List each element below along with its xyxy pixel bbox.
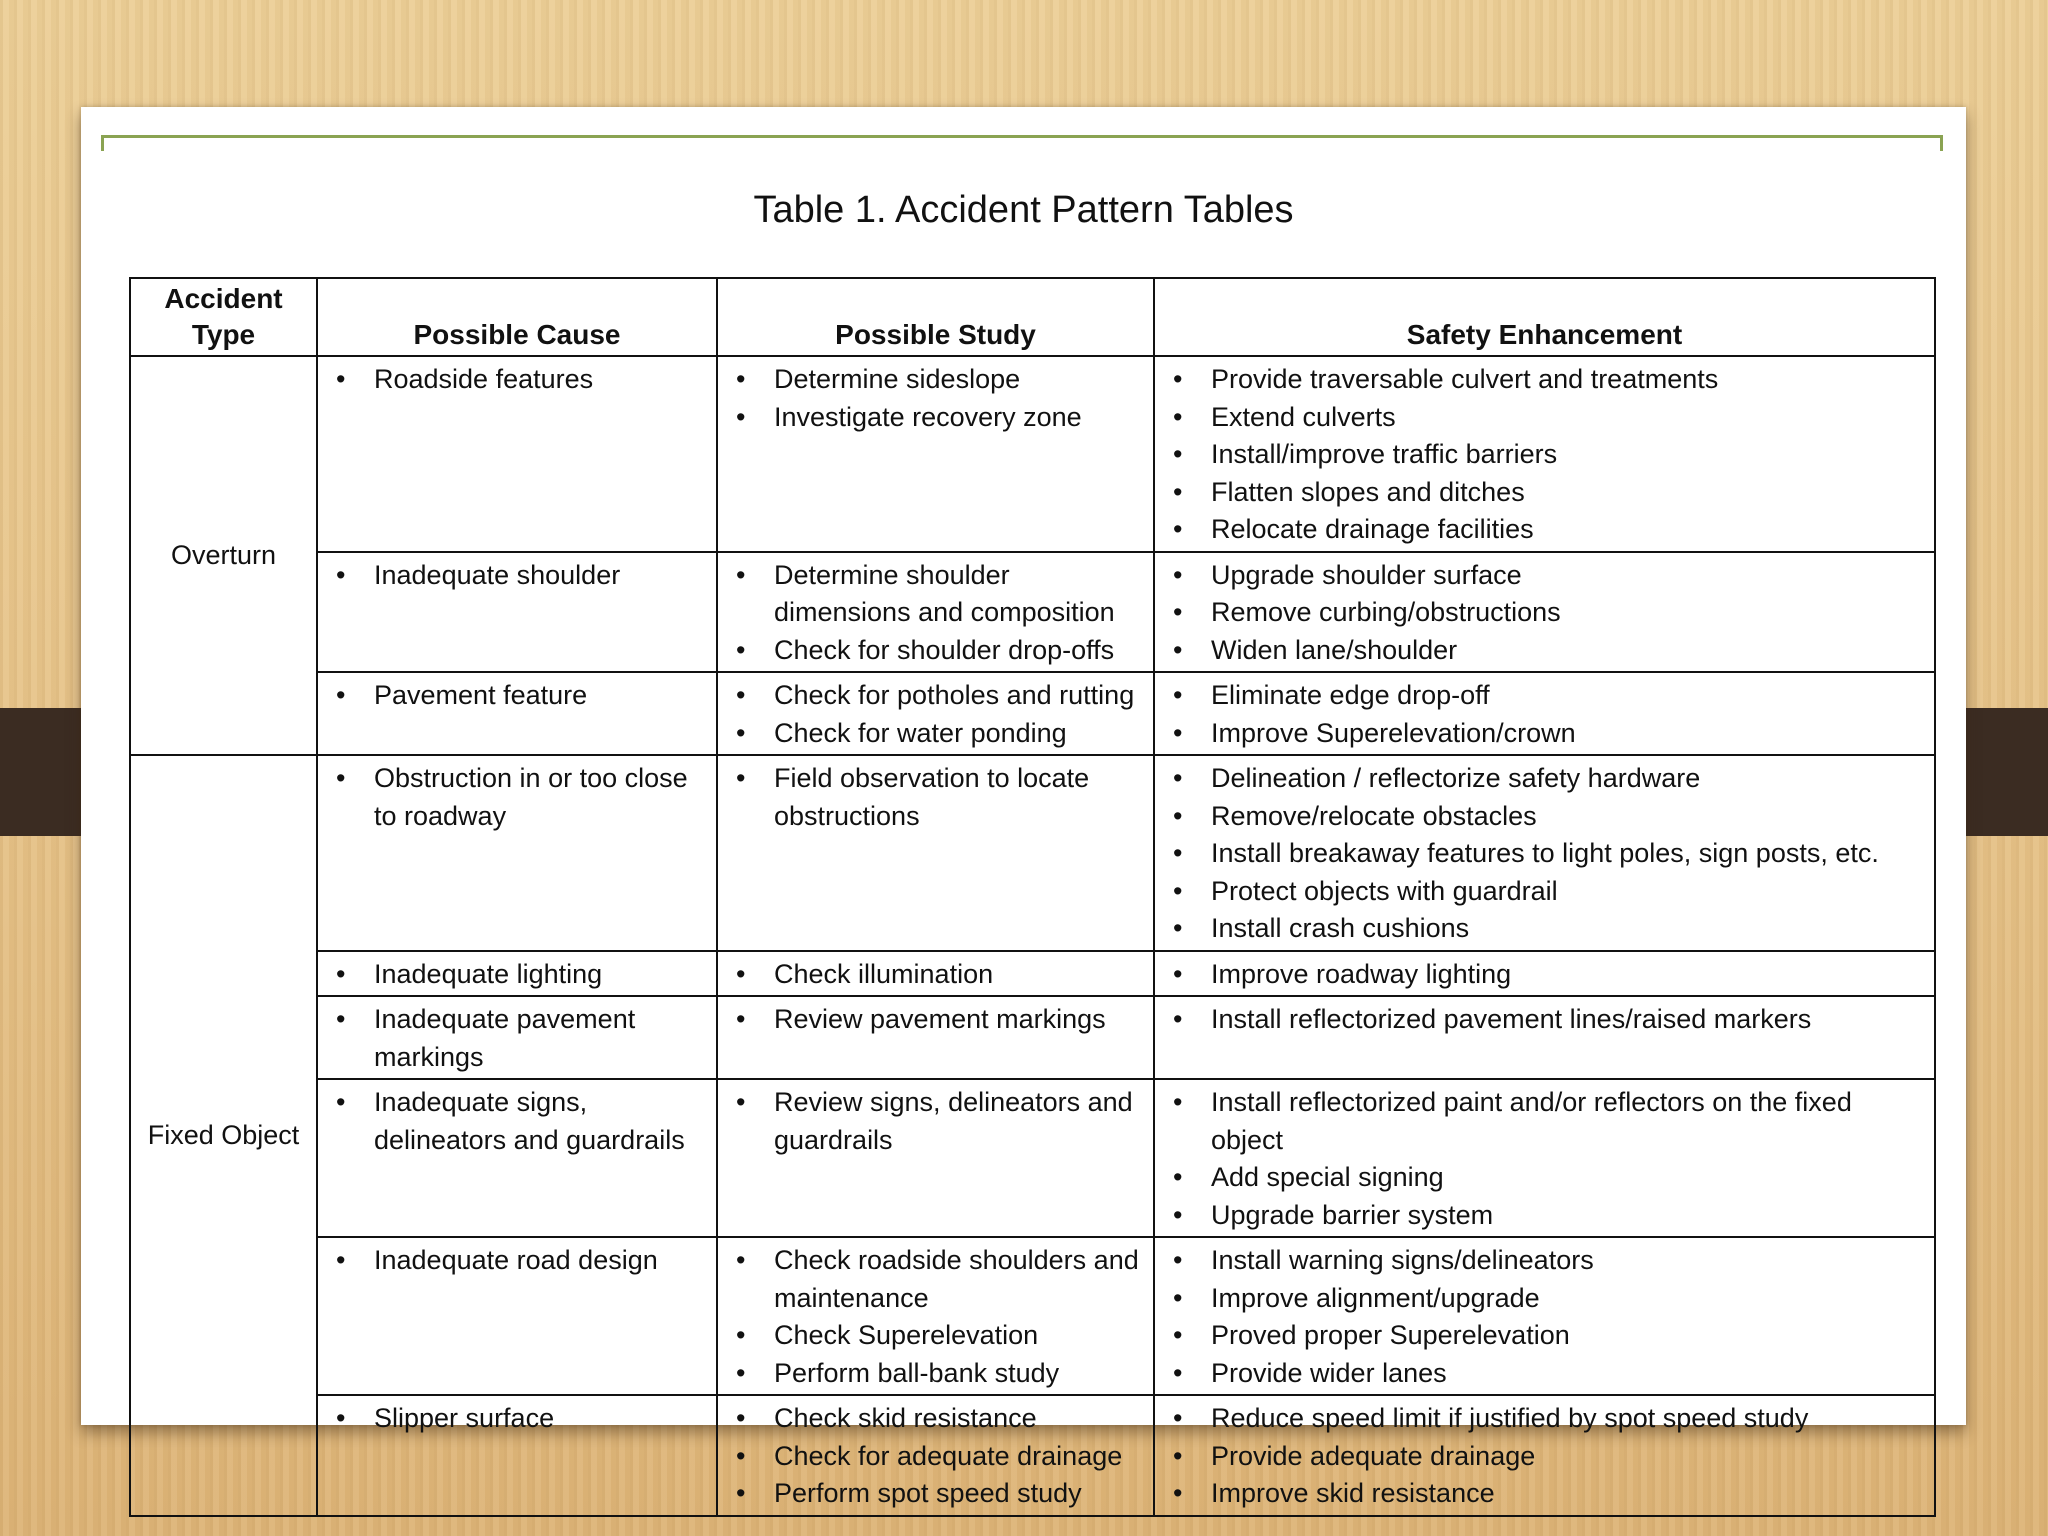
list-item: • Provide adequate drainage [1173,1438,1926,1476]
list-item: • Improve alignment/upgrade [1173,1280,1926,1318]
study-list [718,557,1153,670]
table-row [130,1079,1935,1237]
list-item: • Install breakaway features to light poles, sign posts, etc. [1173,835,1926,873]
study-list [718,1400,1153,1513]
list-item: • Provide traversable culvert and treatments [1173,361,1926,399]
list-item: • Perform spot speed study [736,1475,1145,1513]
list-item: • Inadequate pavement markings [336,1001,708,1076]
slide-frame-line [101,135,1943,151]
cause-list [318,760,716,835]
table-row [130,672,1935,755]
cause-list [318,1400,716,1438]
list-item: • Install crash cushions [1173,910,1926,948]
list-item: • Improve skid resistance [1173,1475,1926,1513]
cause-cell [317,996,717,1079]
list-item: • Protect objects with guardrail [1173,873,1926,911]
list-item: • Review pavement markings [736,1001,1145,1039]
list-item: • Add special signing [1173,1159,1926,1197]
enhancement-list [1155,557,1934,670]
list-item: • Eliminate edge drop-off [1173,677,1926,715]
list-item: • Slipper surface [336,1400,708,1438]
list-item: • Upgrade shoulder surface [1173,557,1926,595]
study-list [718,1001,1153,1039]
enhancement-list [1155,1400,1934,1513]
accident-type-cell: Overturn [130,356,317,755]
study-list [718,361,1153,436]
cause-list [318,361,716,399]
list-item: • Provide wider lanes [1173,1355,1926,1393]
enhancement-cell [1154,996,1935,1079]
list-item: • Pavement feature [336,677,708,715]
enhancement-cell [1154,951,1935,997]
list-item: • Upgrade barrier system [1173,1197,1926,1235]
list-item: • Relocate drainage facilities [1173,511,1926,549]
header-row [130,278,1935,356]
study-cell [717,755,1154,951]
enhancement-cell [1154,755,1935,951]
study-cell [717,356,1154,552]
list-item: • Check Superelevation [736,1317,1145,1355]
list-item: • Improve roadway lighting [1173,956,1926,994]
study-cell [717,951,1154,997]
study-cell [717,552,1154,673]
list-item: • Install reflectorized pavement lines/raised markers [1173,1001,1926,1039]
list-item: • Inadequate road design [336,1242,708,1280]
accident-pattern-table [129,277,1936,1517]
study-cell [717,672,1154,755]
cause-cell [317,1237,717,1395]
enhancement-list [1155,1084,1934,1234]
list-item: • Install reflectorized paint and/or reflectors on the fixed object [1173,1084,1926,1159]
list-item: • Obstruction in or too close to roadway [336,760,708,835]
list-item: • Check illumination [736,956,1145,994]
list-item: • Remove/relocate obstacles [1173,798,1926,836]
cause-cell [317,951,717,997]
list-item: • Install/improve traffic barriers [1173,436,1926,474]
list-item: • Determine sideslope [736,361,1145,399]
header-safety-enhancement: Safety Enhancement [1154,278,1935,356]
enhancement-list [1155,956,1934,994]
cause-list [318,1084,716,1159]
list-item: • Check roadside shoulders and maintenance [736,1242,1145,1317]
study-cell [717,996,1154,1079]
table-row [130,356,1935,552]
list-item: • Review signs, delineators and guardrails [736,1084,1145,1159]
accident-type-cell: Fixed Object [130,755,317,1516]
cause-cell [317,1079,717,1237]
cause-list [318,677,716,715]
list-item: • Install warning signs/delineators [1173,1242,1926,1280]
list-item: • Check skid resistance [736,1400,1145,1438]
cause-cell [317,755,717,951]
table-row [130,1395,1935,1516]
table-row [130,755,1935,951]
study-list [718,1084,1153,1159]
header-possible-cause: Possible Cause [317,278,717,356]
study-cell [717,1395,1154,1516]
table-row [130,1237,1935,1395]
list-item: • Check for water ponding [736,715,1145,753]
table-body [130,356,1935,1516]
list-item: • Determine shoulder dimensions and composition [736,557,1145,632]
list-item: • Investigate recovery zone [736,399,1145,437]
list-item: • Check for shoulder drop-offs [736,632,1145,670]
study-list [718,760,1153,835]
cause-list [318,1001,716,1076]
list-item: • Extend culverts [1173,399,1926,437]
enhancement-list [1155,760,1934,948]
cause-cell [317,356,717,552]
header-possible-study: Possible Study [717,278,1154,356]
list-item: • Remove curbing/obstructions [1173,594,1926,632]
list-item: • Flatten slopes and ditches [1173,474,1926,512]
cause-list [318,557,716,595]
cause-cell [317,672,717,755]
enhancement-list [1155,1001,1934,1039]
study-cell [717,1237,1154,1395]
list-item: • Check for potholes and rutting [736,677,1145,715]
list-item: • Proved proper Superelevation [1173,1317,1926,1355]
study-cell [717,1079,1154,1237]
header-accident-type: Accident Type [130,278,317,356]
enhancement-list [1155,1242,1934,1392]
enhancement-list [1155,677,1934,752]
enhancement-cell [1154,552,1935,673]
enhancement-cell [1154,1079,1935,1237]
table-row [130,996,1935,1079]
table-row [130,552,1935,673]
study-list [718,677,1153,752]
table-title: Table 1. Accident Pattern Tables [753,189,1294,231]
list-item: • Roadside features [336,361,708,399]
cause-cell [317,1395,717,1516]
enhancement-cell [1154,356,1935,552]
enhancement-cell [1154,1395,1935,1516]
list-item: • Inadequate lighting [336,956,708,994]
list-item: • Perform ball-bank study [736,1355,1145,1393]
study-list [718,1242,1153,1392]
slide [81,107,1966,1508]
table-row [130,951,1935,997]
cause-list [318,1242,716,1280]
enhancement-cell [1154,672,1935,755]
enhancement-cell [1154,1237,1935,1395]
list-item: • Delineation / reflectorize safety hardware [1173,760,1926,798]
list-item: • Reduce speed limit if justified by spot speed study [1173,1400,1926,1438]
list-item: • Field observation to locate obstructions [736,760,1145,835]
list-item: • Improve Superelevation/crown [1173,715,1926,753]
list-item: • Widen lane/shoulder [1173,632,1926,670]
cause-cell [317,552,717,673]
list-item: • Check for adequate drainage [736,1438,1145,1476]
study-list [718,956,1153,994]
list-item: • Inadequate signs, delineators and guardrails [336,1084,708,1159]
list-item: • Inadequate shoulder [336,557,708,595]
cause-list [318,956,716,994]
enhancement-list [1155,361,1934,549]
